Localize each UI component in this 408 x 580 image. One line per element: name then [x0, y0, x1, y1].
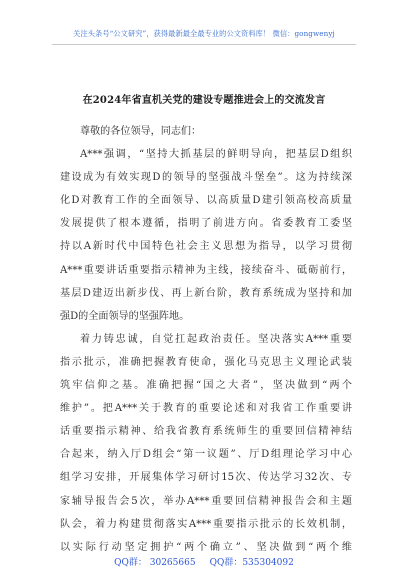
footer-contact: [0, 555, 408, 568]
document-title: 在2024年省直机关党的建设专题推进会上的交流发言: [82, 95, 326, 106]
body-line: A***重要讲话重要指示精神为主线，接续奋斗、砥砺前行，: [60, 264, 352, 276]
body-line: A***强调，“坚持大抓基层的鲜明导向，把基层D组织: [80, 149, 352, 161]
salutation-line: 尊敬的各位领导，同志们：: [80, 126, 202, 137]
header-promo-note: 关注头条号“公文研究”，获得最新最全最专业的公文资料库！ 微信：gongwenyj: [73, 29, 335, 38]
body-line: 合起来，纳入厅D组会“第一议题”、厅D组理论学习中心: [60, 449, 352, 461]
body-line: 发展提供了根本遵循，指明了前进方向。省委教育工委坚: [60, 218, 352, 230]
body-line: 以实际行动坚定拥护“两个确立”、坚决做到“两个维: [60, 541, 352, 553]
body-line: 持以A新时代中国特色社会主义思想为指导，以学习贯彻: [60, 241, 352, 253]
body-line: 筑牢信仰之基。准确把握“国之大者”，坚决做到“两个: [60, 380, 352, 392]
body-line: 话重要指示精神、给我省教育系统师生的重要回信精神结: [60, 426, 352, 438]
body-line: 维护”。把A***关于教育的重要论述和对我省工作重要讲: [60, 403, 352, 415]
header-divider: [52, 44, 356, 45]
body-line: 指示批示，准确把握教育使命，强化马克思主义理论武装: [60, 356, 352, 368]
body-line: 组学习安排，开展集体学习研讨15次、传达学习32次、专: [60, 472, 352, 484]
body-line: 着力铸忠诚，自觉扛起政治责任。坚决落实A***重要: [80, 333, 352, 345]
body-line: 建设成为有效实现D的领导的坚强战斗堡垒”。这为持续深: [60, 172, 352, 184]
body-line: 化D对教育工作的全面领导、以高质量D建引领高校高质量: [60, 195, 352, 207]
body-line: 强D的全面领导的坚强阵地。: [60, 310, 190, 322]
footer-qq-group-2: QQ群：535304092: [209, 558, 294, 568]
body-line: 家辅导报告会5次，举办A***重要回信精神报告会和主题: [60, 495, 352, 507]
body-line: 基层D建迈出新步伐、再上新台阶，教育系统成为坚持和加: [60, 287, 352, 299]
footer-qq-group-1: QQ群： 30265665: [114, 558, 196, 568]
body-line: 队会，着力构建贯彻落实A***重要指示批示的长效机制，: [60, 518, 352, 530]
document-body: [60, 120, 352, 559]
